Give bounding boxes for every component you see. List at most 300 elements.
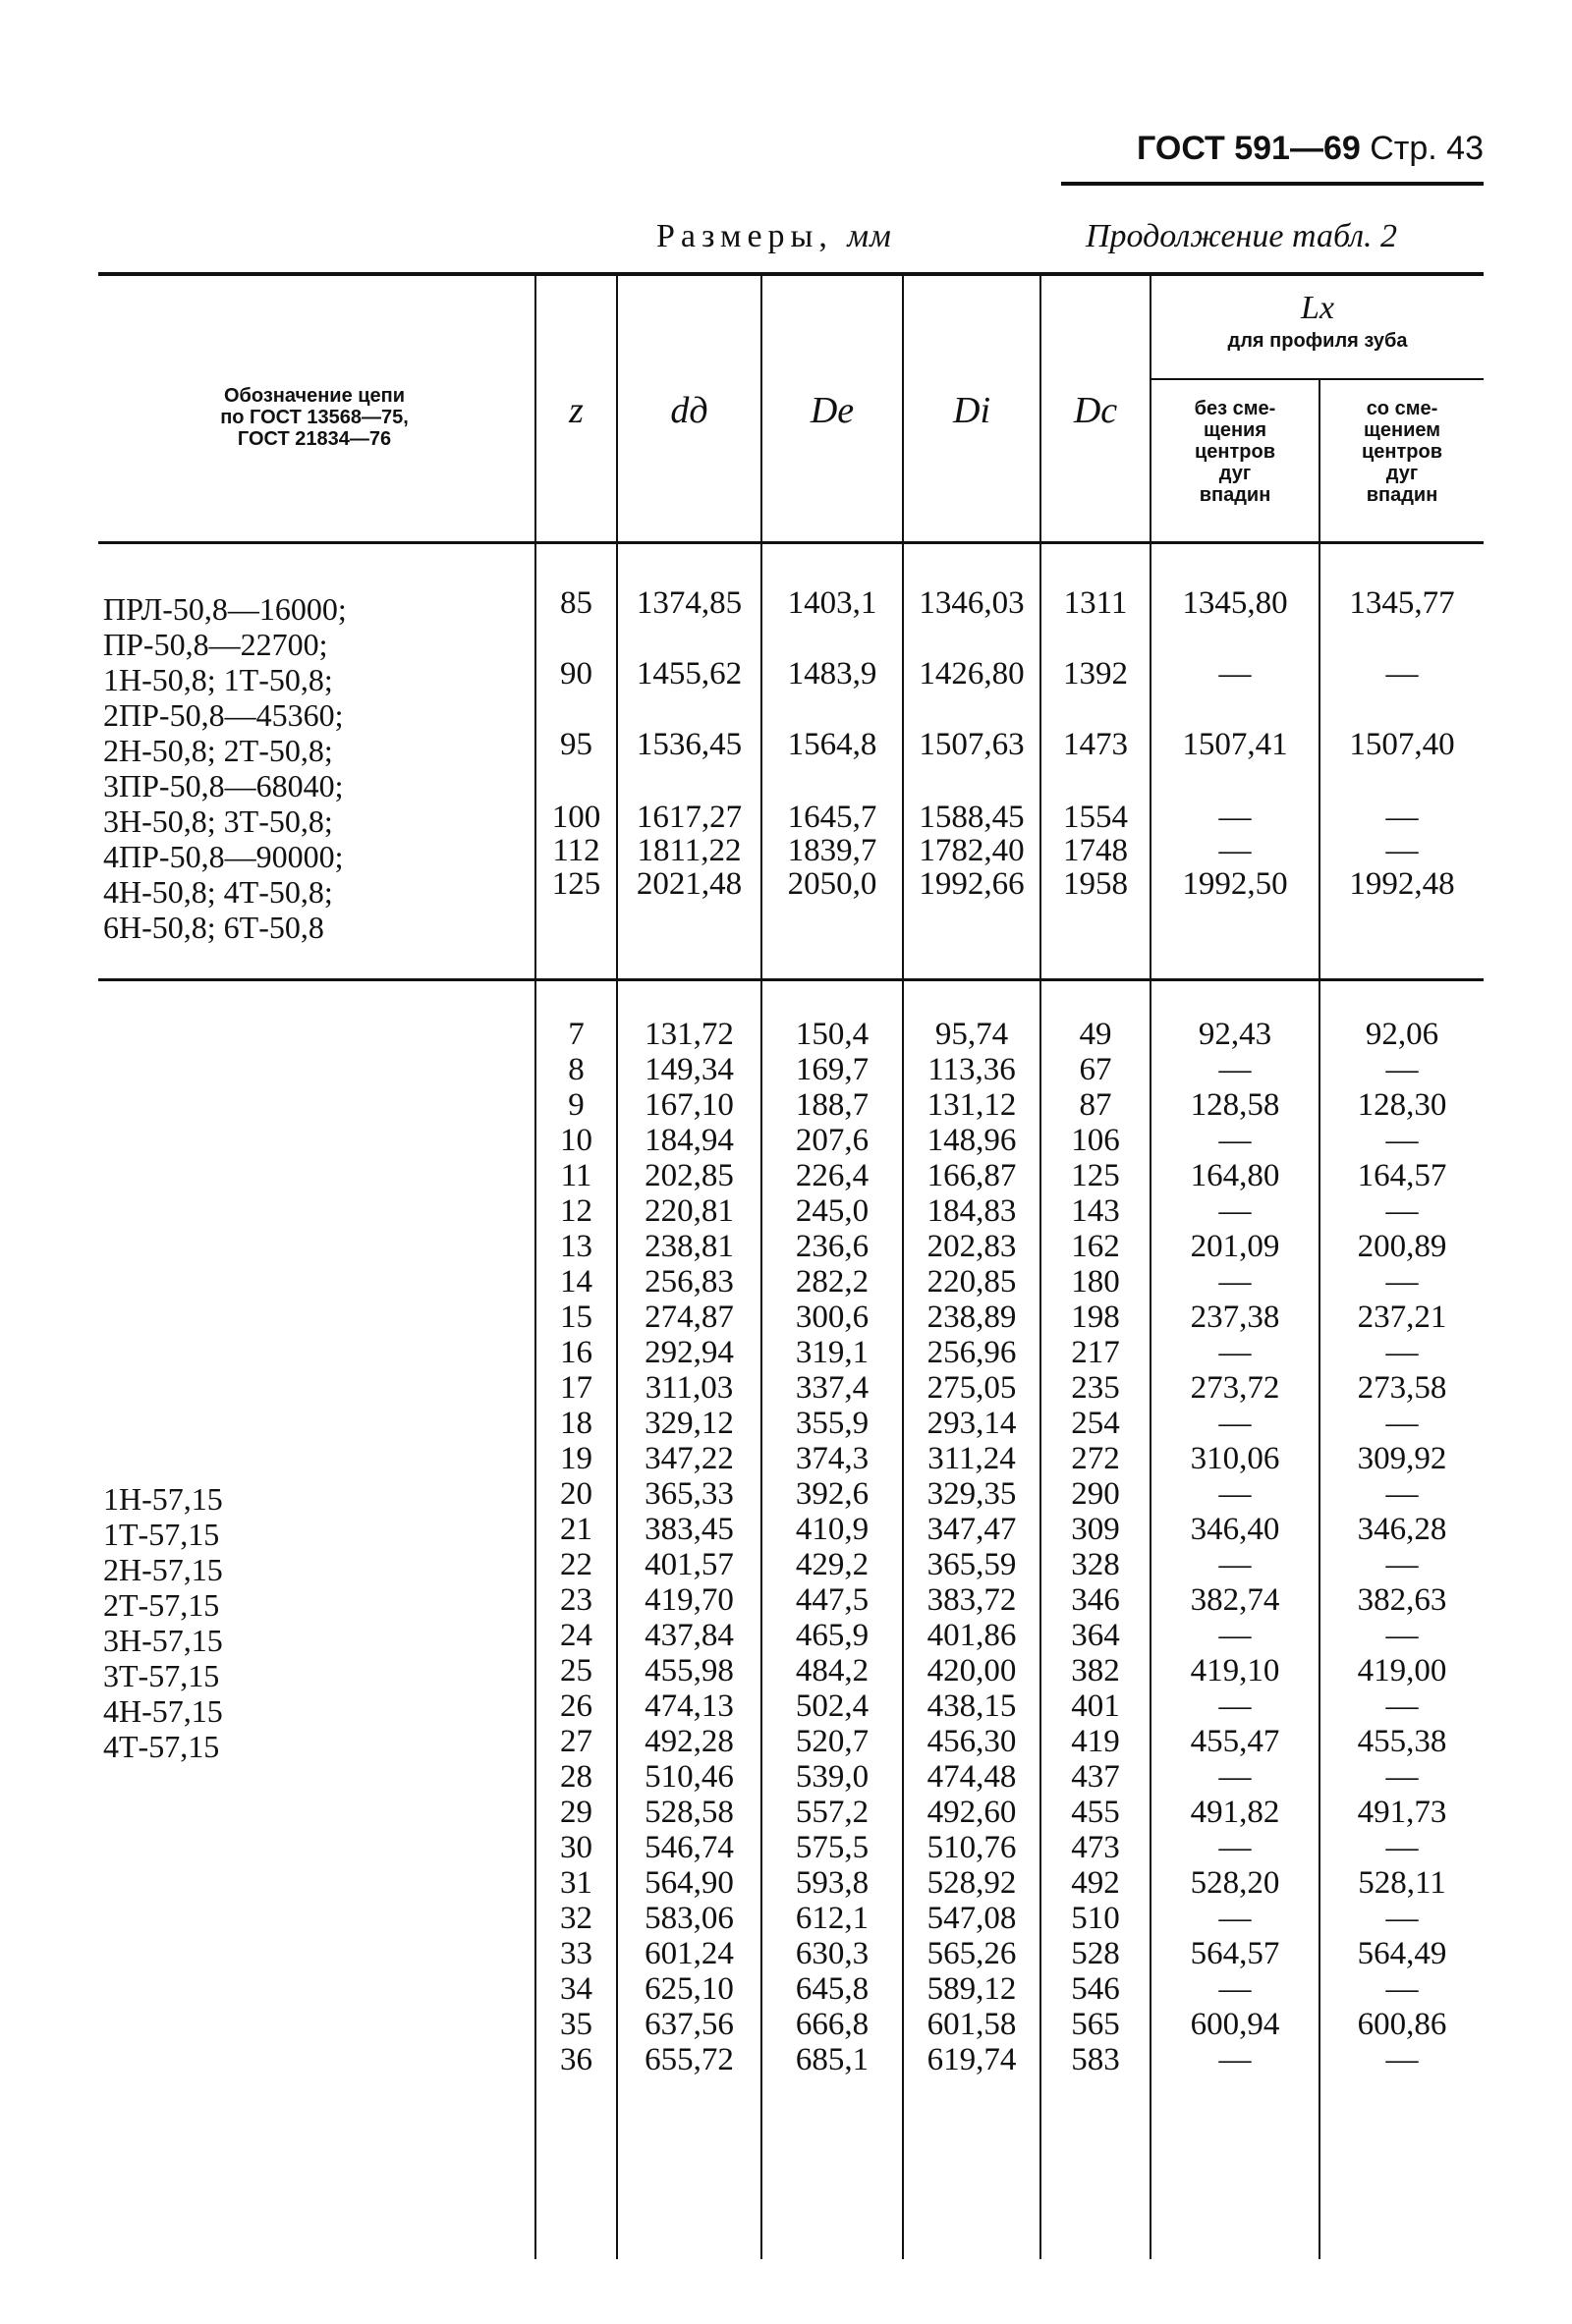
table-row <box>0 1052 1572 1087</box>
cell-lx-no-shift: — <box>1218 2042 1252 2077</box>
header-dd: dд <box>670 390 708 431</box>
cell-de: 207,6 <box>795 1123 870 1158</box>
cell-lx-shift: 346,28 <box>1357 1512 1447 1547</box>
cell-z: 30 <box>560 1830 592 1865</box>
chain-designation: 1Н-57,15 <box>103 1481 223 1517</box>
cell-di: 329,35 <box>926 1476 1017 1512</box>
cell-dc: 455 <box>1071 1795 1120 1830</box>
cell-di: 166,87 <box>926 1158 1017 1193</box>
cell-lx-no-shift: 419,10 <box>1190 1653 1280 1688</box>
chain-designation: 3ПР-50,8—68040; <box>103 768 344 803</box>
sizes-unit: мм <box>847 218 892 254</box>
header-designation <box>118 385 511 450</box>
table-row <box>0 2007 1572 2042</box>
cell-lx-shift: 1345,77 <box>1349 585 1455 621</box>
header-shift-line: центров <box>1361 441 1443 463</box>
cell-lx-shift: 528,11 <box>1358 1865 1446 1901</box>
cell-di: 256,96 <box>926 1335 1017 1370</box>
table-row <box>0 1759 1572 1795</box>
cell-z: 13 <box>560 1229 592 1264</box>
cell-z: 28 <box>560 1759 592 1795</box>
cell-dc: 546 <box>1071 1971 1120 2007</box>
cell-dd: 1536,45 <box>636 727 743 762</box>
chain-designation: 4Н-50,8; 4Т-50,8; <box>103 874 333 910</box>
cell-dc: 162 <box>1071 1229 1120 1264</box>
cell-dc: 492 <box>1071 1865 1120 1901</box>
cell-de: 300,6 <box>795 1300 870 1335</box>
cell-lx-shift: — <box>1385 1759 1419 1795</box>
page-number: Стр. 43 <box>1370 130 1484 167</box>
cell-dc: 67 <box>1079 1052 1112 1087</box>
cell-di: 184,83 <box>926 1193 1017 1229</box>
header-de: Dе <box>810 390 855 431</box>
cell-di: 510,76 <box>926 1830 1017 1865</box>
cell-di: 365,59 <box>926 1547 1017 1582</box>
cell-de: 502,4 <box>795 1688 870 1724</box>
cell-lx-shift: — <box>1385 1264 1419 1300</box>
cell-de: 150,4 <box>795 1017 870 1052</box>
table-row <box>0 1901 1572 1936</box>
cell-dc: 346 <box>1071 1582 1120 1618</box>
cell-z: 16 <box>560 1335 592 1370</box>
cell-dd: 167,10 <box>645 1087 734 1123</box>
sizes-label: Размеры, <box>656 218 833 254</box>
chain-designation: 2Н-57,15 <box>103 1552 223 1587</box>
cell-de: 1564,8 <box>787 727 877 762</box>
cell-lx-shift: 382,63 <box>1357 1582 1447 1618</box>
cell-z: 95 <box>560 727 592 762</box>
cell-di: 401,86 <box>926 1618 1017 1653</box>
cell-dd: 365,33 <box>645 1476 734 1512</box>
header-di: Di <box>953 390 990 431</box>
cell-dc: 437 <box>1071 1759 1120 1795</box>
lx-subheader-rule <box>1150 378 1484 380</box>
table-row <box>0 1830 1572 1865</box>
chain-designation: 6Н-50,8; 6Т-50,8 <box>103 910 324 945</box>
header-no-shift-line: дуг <box>1218 463 1252 484</box>
cell-z: 18 <box>560 1406 592 1441</box>
cell-lx-shift: 164,57 <box>1357 1158 1447 1193</box>
table-row <box>0 1406 1572 1441</box>
chain-designation: 2Т-57,15 <box>103 1587 220 1623</box>
cell-di: 601,58 <box>926 2007 1017 2042</box>
cell-dd: 202,85 <box>645 1158 734 1193</box>
cell-lx-no-shift: 273,72 <box>1190 1370 1280 1406</box>
cell-di: 619,74 <box>926 2042 1017 2077</box>
cell-z: 36 <box>560 2042 592 2077</box>
cell-lx-no-shift: 491,82 <box>1190 1795 1280 1830</box>
cell-dc: 364 <box>1071 1618 1120 1653</box>
cell-dd: 220,81 <box>645 1193 734 1229</box>
table-row <box>0 1087 1572 1123</box>
cell-dd: 528,58 <box>645 1795 734 1830</box>
cell-dc: 1748 <box>1063 833 1128 868</box>
header-designation-line: ГОСТ 21834—76 <box>237 428 392 450</box>
table-row <box>0 1688 1572 1724</box>
section-divider-rule <box>98 978 1484 981</box>
cell-lx-shift: — <box>1385 1830 1419 1865</box>
cell-dd: 1455,62 <box>636 656 743 692</box>
table-row <box>0 1476 1572 1512</box>
table-row <box>0 1264 1572 1300</box>
table-row <box>0 800 1572 835</box>
cell-di: 220,85 <box>926 1264 1017 1300</box>
cell-dc: 328 <box>1071 1547 1120 1582</box>
cell-lx-shift: — <box>1385 1052 1419 1087</box>
cell-lx-shift: 1992,48 <box>1349 866 1455 902</box>
header-shift-line: дуг <box>1385 463 1419 484</box>
table-row <box>0 1123 1572 1158</box>
cell-dd: 292,94 <box>645 1335 734 1370</box>
cell-de: 188,7 <box>795 1087 870 1123</box>
cell-lx-shift: 237,21 <box>1357 1300 1447 1335</box>
cell-de: 392,6 <box>795 1476 870 1512</box>
cell-z: 7 <box>568 1017 585 1052</box>
cell-lx-shift: 419,00 <box>1357 1653 1447 1688</box>
table-row <box>0 1441 1572 1476</box>
cell-dd: 625,10 <box>645 1971 734 2007</box>
cell-dc: 49 <box>1079 1017 1112 1052</box>
cell-di: 528,92 <box>926 1865 1017 1901</box>
table-row <box>0 1229 1572 1264</box>
cell-dd: 492,28 <box>645 1724 734 1759</box>
cell-de: 1645,7 <box>787 800 877 835</box>
table-row <box>0 1582 1572 1618</box>
cell-lx-no-shift: 92,43 <box>1198 1017 1272 1052</box>
cell-lx-shift: — <box>1385 1618 1419 1653</box>
cell-de: 539,0 <box>795 1759 870 1795</box>
cell-lx-shift: — <box>1385 1476 1419 1512</box>
cell-de: 520,7 <box>795 1724 870 1759</box>
cell-dd: 274,87 <box>645 1300 734 1335</box>
cell-lx-shift: — <box>1385 656 1419 692</box>
table-top-rule <box>98 272 1484 276</box>
cell-lx-no-shift: — <box>1218 1406 1252 1441</box>
cell-de: 465,9 <box>795 1618 870 1653</box>
cell-lx-no-shift: — <box>1218 1759 1252 1795</box>
cell-di: 1782,40 <box>919 833 1025 868</box>
header-no-shift-line: щения <box>1203 419 1267 441</box>
cell-dd: 601,24 <box>645 1936 734 1971</box>
cell-lx-no-shift: 201,09 <box>1190 1229 1280 1264</box>
cell-dd: 655,72 <box>645 2042 734 2077</box>
table-row <box>0 1795 1572 1830</box>
cell-dc: 198 <box>1071 1300 1120 1335</box>
chain-designation: 2Н-50,8; 2Т-50,8; <box>103 733 333 768</box>
cell-z: 25 <box>560 1653 592 1688</box>
cell-dd: 1374,85 <box>636 585 743 621</box>
table-row <box>0 866 1572 902</box>
cell-z: 34 <box>560 1971 592 2007</box>
cell-z: 100 <box>551 800 601 835</box>
cell-dd: 510,46 <box>645 1759 734 1795</box>
cell-lx-shift: 1507,40 <box>1349 727 1455 762</box>
cell-lx-no-shift: — <box>1218 1901 1252 1936</box>
header-rule <box>1061 182 1484 186</box>
chain-designation: 3Н-57,15 <box>103 1623 223 1658</box>
cell-lx-no-shift: 455,47 <box>1190 1724 1280 1759</box>
cell-de: 245,0 <box>795 1193 870 1229</box>
cell-di: 383,72 <box>926 1582 1017 1618</box>
cell-lx-shift: 600,86 <box>1357 2007 1447 2042</box>
cell-z: 8 <box>568 1052 585 1087</box>
cell-dc: 1473 <box>1063 727 1128 762</box>
cell-de: 645,8 <box>795 1971 870 2007</box>
cell-dc: 1958 <box>1063 866 1128 902</box>
cell-dc: 106 <box>1071 1123 1120 1158</box>
table-row <box>0 727 1572 762</box>
cell-de: 630,3 <box>795 1936 870 1971</box>
cell-dd: 401,57 <box>645 1547 734 1582</box>
header-shift-line: щением <box>1363 419 1441 441</box>
cell-dc: 254 <box>1071 1406 1120 1441</box>
cell-z: 9 <box>568 1087 585 1123</box>
cell-di: 113,36 <box>927 1052 1016 1087</box>
cell-de: 374,3 <box>795 1441 870 1476</box>
table-row <box>0 1335 1572 1370</box>
table-row <box>0 1865 1572 1901</box>
cell-lx-no-shift: — <box>1218 1335 1252 1370</box>
cell-lx-no-shift: — <box>1218 1971 1252 2007</box>
cell-di: 1992,66 <box>919 866 1025 902</box>
cell-dc: 290 <box>1071 1476 1120 1512</box>
cell-dc: 401 <box>1071 1688 1120 1724</box>
cell-di: 456,30 <box>926 1724 1017 1759</box>
cell-lx-no-shift: 382,74 <box>1190 1582 1280 1618</box>
table-row <box>0 1971 1572 2007</box>
cell-z: 11 <box>560 1158 592 1193</box>
cell-dc: 143 <box>1071 1193 1120 1229</box>
chain-designation: 4Н-57,15 <box>103 1693 223 1729</box>
cell-dc: 235 <box>1071 1370 1120 1406</box>
cell-dc: 528 <box>1071 1936 1120 1971</box>
cell-de: 355,9 <box>795 1406 870 1441</box>
header-designation-line: по ГОСТ 13568—75, <box>220 407 409 428</box>
cell-di: 311,24 <box>927 1441 1016 1476</box>
cell-di: 1346,03 <box>919 585 1025 621</box>
cell-z: 112 <box>552 833 600 868</box>
cell-dc: 180 <box>1071 1264 1120 1300</box>
table-row <box>0 1512 1572 1547</box>
cell-lx-shift: 309,92 <box>1357 1441 1447 1476</box>
cell-di: 438,15 <box>926 1688 1017 1724</box>
cell-di: 1588,45 <box>919 800 1025 835</box>
cell-lx-no-shift: 310,06 <box>1190 1441 1280 1476</box>
cell-lx-shift: 564,49 <box>1357 1936 1447 1971</box>
cell-de: 447,5 <box>795 1582 870 1618</box>
cell-dc: 1392 <box>1063 656 1128 692</box>
cell-lx-shift: — <box>1385 1335 1419 1370</box>
header-shift-line: впадин <box>1366 484 1438 506</box>
table-row <box>0 1370 1572 1406</box>
document-id: ГОСТ 591—69 <box>1137 130 1361 167</box>
cell-z: 85 <box>560 585 592 621</box>
cell-z: 33 <box>560 1936 592 1971</box>
header-lx-sub: для профиля зуба <box>1227 330 1408 352</box>
cell-dc: 419 <box>1071 1724 1120 1759</box>
table-row <box>0 1300 1572 1335</box>
cell-lx-shift: — <box>1385 1406 1419 1441</box>
cell-de: 236,6 <box>795 1229 870 1264</box>
chain-designation: ПР-50,8—22700; <box>103 627 328 662</box>
table-row <box>0 1158 1572 1193</box>
chain-designation: ПРЛ-50,8—16000; <box>103 591 347 627</box>
cell-lx-no-shift: 128,58 <box>1190 1087 1280 1123</box>
cell-lx-shift: — <box>1385 1547 1419 1582</box>
cell-z: 15 <box>560 1300 592 1335</box>
cell-dd: 1811,22 <box>637 833 742 868</box>
cell-dc: 1311 <box>1063 585 1128 621</box>
cell-z: 32 <box>560 1901 592 1936</box>
cell-lx-no-shift: — <box>1218 1688 1252 1724</box>
cell-lx-no-shift: — <box>1218 800 1252 835</box>
cell-di: 95,74 <box>934 1017 1009 1052</box>
cell-lx-no-shift: 1507,41 <box>1182 727 1288 762</box>
cell-lx-no-shift: — <box>1218 1123 1252 1158</box>
cell-dd: 383,45 <box>645 1512 734 1547</box>
cell-de: 1403,1 <box>787 585 877 621</box>
cell-z: 29 <box>560 1795 592 1830</box>
header-bottom-rule <box>98 541 1484 544</box>
cell-lx-shift: — <box>1385 1971 1419 2007</box>
cell-dc: 565 <box>1071 2007 1120 2042</box>
sizes-caption <box>656 218 892 255</box>
cell-de: 319,1 <box>795 1335 870 1370</box>
cell-lx-no-shift: 528,20 <box>1190 1865 1280 1901</box>
cell-dc: 217 <box>1071 1335 1120 1370</box>
header-no-shift-line: без сме- <box>1194 398 1276 419</box>
cell-di: 347,47 <box>926 1512 1017 1547</box>
cell-dc: 473 <box>1071 1830 1120 1865</box>
cell-z: 90 <box>560 656 592 692</box>
header-no-shift <box>1151 398 1319 506</box>
cell-lx-no-shift: — <box>1218 1618 1252 1653</box>
cell-z: 21 <box>560 1512 592 1547</box>
cell-di: 202,83 <box>926 1229 1017 1264</box>
cell-dc: 87 <box>1079 1087 1112 1123</box>
cell-dd: 149,34 <box>645 1052 734 1087</box>
cell-dd: 1617,27 <box>636 800 743 835</box>
cell-dc: 583 <box>1071 2042 1120 2077</box>
table-row <box>0 585 1572 621</box>
cell-dc: 510 <box>1071 1901 1120 1936</box>
cell-z: 26 <box>560 1688 592 1724</box>
cell-dc: 125 <box>1071 1158 1120 1193</box>
chain-designation: 2ПР-50,8—45360; <box>103 697 344 733</box>
cell-dd: 329,12 <box>645 1406 734 1441</box>
header-shift-line: со сме- <box>1366 398 1438 419</box>
cell-z: 12 <box>560 1193 592 1229</box>
cell-dc: 1554 <box>1063 800 1128 835</box>
cell-dd: 238,81 <box>645 1229 734 1264</box>
chain-designation: 1Н-50,8; 1Т-50,8; <box>103 662 333 697</box>
cell-de: 484,2 <box>795 1653 870 1688</box>
cell-di: 1426,80 <box>919 656 1025 692</box>
cell-dc: 309 <box>1071 1512 1120 1547</box>
cell-z: 19 <box>560 1441 592 1476</box>
cell-de: 410,9 <box>795 1512 870 1547</box>
cell-z: 23 <box>560 1582 592 1618</box>
cell-di: 565,26 <box>926 1936 1017 1971</box>
table-row <box>0 833 1572 868</box>
chain-designation: 1Т-57,15 <box>103 1517 220 1552</box>
chain-designation: 4ПР-50,8—90000; <box>103 839 344 874</box>
cell-lx-shift: — <box>1385 800 1419 835</box>
cell-z: 125 <box>551 866 601 902</box>
cell-dd: 637,56 <box>645 2007 734 2042</box>
cell-di: 148,96 <box>926 1123 1017 1158</box>
cell-dd: 455,98 <box>645 1653 734 1688</box>
cell-lx-no-shift: 1345,80 <box>1182 585 1288 621</box>
table-row <box>0 2042 1572 2077</box>
cell-di: 275,05 <box>926 1370 1017 1406</box>
cell-lx-no-shift: — <box>1218 1476 1252 1512</box>
header-designation-line: Обозначение цепи <box>223 385 406 407</box>
header-dc: Dс <box>1073 390 1118 431</box>
cell-dd: 347,22 <box>645 1441 734 1476</box>
cell-di: 293,14 <box>926 1406 1017 1441</box>
cell-di: 420,00 <box>926 1653 1017 1688</box>
cell-de: 282,2 <box>795 1264 870 1300</box>
cell-z: 31 <box>560 1865 592 1901</box>
cell-z: 14 <box>560 1264 592 1300</box>
cell-dd: 256,83 <box>645 1264 734 1300</box>
cell-dd: 564,90 <box>645 1865 734 1901</box>
cell-dd: 437,84 <box>645 1618 734 1653</box>
cell-di: 492,60 <box>926 1795 1017 1830</box>
cell-lx-no-shift: — <box>1218 656 1252 692</box>
cell-de: 226,4 <box>795 1158 870 1193</box>
header-z: z <box>569 390 584 431</box>
header-lx-symbol: Lx <box>1301 290 1334 326</box>
cell-lx-shift: — <box>1385 1193 1419 1229</box>
page-header <box>1061 130 1484 168</box>
cell-z: 17 <box>560 1370 592 1406</box>
cell-lx-shift: — <box>1385 1123 1419 1158</box>
cell-dd: 474,13 <box>645 1688 734 1724</box>
cell-di: 547,08 <box>926 1901 1017 1936</box>
cell-lx-no-shift: 346,40 <box>1190 1512 1280 1547</box>
cell-lx-no-shift: 1992,50 <box>1182 866 1288 902</box>
table-row <box>0 656 1572 692</box>
table-row <box>0 1653 1572 1688</box>
cell-de: 593,8 <box>795 1865 870 1901</box>
cell-z: 35 <box>560 2007 592 2042</box>
table-row <box>0 1936 1572 1971</box>
cell-lx-no-shift: 600,94 <box>1190 2007 1280 2042</box>
cell-lx-no-shift: — <box>1218 1052 1252 1087</box>
cell-lx-no-shift: 237,38 <box>1190 1300 1280 1335</box>
cell-lx-shift: — <box>1385 833 1419 868</box>
cell-z: 20 <box>560 1476 592 1512</box>
cell-lx-shift: 200,89 <box>1357 1229 1447 1264</box>
cell-di: 131,12 <box>926 1087 1017 1123</box>
cell-lx-shift: 92,06 <box>1365 1017 1439 1052</box>
cell-dd: 583,06 <box>645 1901 734 1936</box>
header-lx <box>1151 291 1484 352</box>
chain-designation: 3Н-50,8; 3Т-50,8; <box>103 803 333 839</box>
cell-de: 2050,0 <box>787 866 877 902</box>
cell-lx-shift: 128,30 <box>1357 1087 1447 1123</box>
table-row <box>0 1547 1572 1582</box>
cell-lx-no-shift: — <box>1218 833 1252 868</box>
cell-lx-shift: 455,38 <box>1357 1724 1447 1759</box>
cell-di: 238,89 <box>926 1300 1017 1335</box>
cell-dd: 184,94 <box>645 1123 734 1158</box>
cell-dd: 2021,48 <box>636 866 743 902</box>
cell-z: 22 <box>560 1547 592 1582</box>
table-row <box>0 1618 1572 1653</box>
